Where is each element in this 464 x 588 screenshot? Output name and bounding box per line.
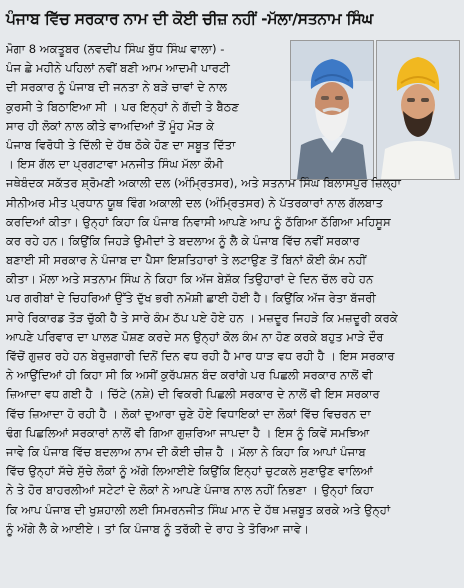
article-line: ਪਰ ਗਰੀਬਾਂ ਦੇ ਚਿਹਰਿਆਂ ਉੱਤੇ ਦੁੱਖ ਭਰੀ ਨਮੋਸ਼ੀ ਛਾਈ ਹੋਈ ਹੈ। ਕਿਉਂਕਿ ਅੱਜ ਰੇਤਾ ਬੱਜਰੀ bbox=[6, 291, 376, 306]
article-line: ਆਪਣੇ ਪਰਿਵਾਰ ਦਾ ਪਾਲਣ ਪੋਸ਼ਣ ਕਰਦੇ ਸਨ ਉਨ੍ਹਾਂ ਕੋਲ ਕੰਮ ਨਾ ਹੋਣ ਕਰਕੇ ਬਹੁਤ ਮਾੜੇ ਦੌਰ bbox=[6, 329, 384, 344]
article-line: ਢੰਗ ਪਿਛਲਿਆਂ ਸਰਕਾਰਾਂ ਨਾਲੋਂ ਵੀ ਗਿਆ ਗੁਜ਼ਰਿਆ ਜਾਪਦਾ ਹੈ । ਇਸ ਨੂੰ ਕਿਵੇਂ ਸਮਝਿਆ bbox=[6, 425, 370, 440]
article-line: ਬਣਾਈ ਸੀ ਸਰਕਾਰ ਨੇ ਪੰਜਾਬ ਦਾ ਪੈਸਾ ਇਸ਼ਤਿਹਾਰਾਂ ਤੇ ਲਟਾਉਣ ਤੋਂ ਬਿਨਾਂ ਕੋਈ ਕੰਮ ਨਹੀਂ bbox=[6, 253, 367, 268]
article-line: ਦੀ ਸਰਕਾਰ ਨੂੰ ਪੰਜਾਬ ਦੀ ਜਨਤਾ ਨੇ ਬੜੇ ਚਾਵਾਂ ਦੇ ਨਾਲ bbox=[6, 80, 227, 95]
article-line: ਨੂੰ ਅੱਗੇ ਲੈ ਕੇ ਆਈਏ। ਤਾਂ ਕਿ ਪੰਜਾਬ ਨੂੰ ਤਰੱਕੀ ਦੇ ਰਾਹ ਤੇ ਤੋਰਿਆ ਜਾਵੇ। bbox=[6, 521, 309, 536]
article-line: ਪੰਜਾਬ ਵਿਰੋਧੀ ਤੇ ਦਿੱਲੀ ਦੇ ਹੱਥ ਠੋਕੇ ਹੋਣ ਦਾ ਸਬੂਤ ਦਿੱਤਾ bbox=[6, 137, 236, 152]
article-line: ਜਥੇਬੰਦਕ ਸਕੱਤਰ ਸ਼੍ਰੋਮਣੀ ਅਕਾਲੀ ਦਲ (ਅੰਮ੍ਰਿਤਸਰ), ਅਤੇ ਸਤਨਾਮ ਸਿੰਘ ਬਿਲਾਸਪੁਰ ਜ਼ਿਲ੍ਹਾ bbox=[6, 176, 401, 191]
article-line: ਸੀਨੀਅਰ ਮੀਤ ਪ੍ਰਧਾਨ ਯੂਥ ਵਿੰਗ ਅਕਾਲੀ ਦਲ (ਅੰਮ੍ਰਿਤਸਰ) ਨੇ ਪੱਤਰਕਾਰਾਂ ਨਾਲ ਗੱਲਬਾਤ bbox=[6, 195, 383, 210]
article-line: ਜਾਵੇ ਕਿ ਪੰਜਾਬ ਵਿੱਚ ਬਦਲਾਅ ਨਾਮ ਦੀ ਕੋਈ ਚੀਜ਼ ਹੈ । ਮੱਲਾ ਨੇ ਕਿਹਾ ਕਿ ਆਪਾਂ ਪੰਜਾਬ bbox=[6, 444, 366, 459]
article-body bbox=[6, 40, 458, 558]
article-line: ਮੋਗਾ 8 ਅਕਤੂਬਰ (ਨਵਦੀਪ ਸਿੰਘ ਬੁੱਧ ਸਿੰਘ ਵਾਲਾ) - bbox=[6, 42, 225, 56]
article-line: ਨੇ ਤੇ ਹੋਰ ਬਾਹਰਲੀਆਂ ਸਟੇਟਾਂ ਦੇ ਲੋਕਾਂ ਨੇ ਆਪਣੇ ਪੰਜਾਬ ਨਾਲ ਨਹੀਂ ਨਿਭਣਾ । ਉਨ੍ਹਾਂ ਕਿਹਾ bbox=[6, 483, 374, 498]
article-line: ਵਿੱਚ ਉਨ੍ਹਾਂ ਸੱਚੇ ਸੁੱਚੇ ਲੋਕਾਂ ਨੂੰ ਅੱਗੇ ਲਿਆਈਏ ਕਿਉਂਕਿ ਇਨ੍ਹਾਂ ਚੁਟਕਲੇ ਸੁਣਾਉਣ ਵਾਲਿਆਂ bbox=[6, 464, 374, 479]
article-line: ਕੀਤਾ। ਮੱਲਾ ਅਤੇ ਸਤਨਾਮ ਸਿੰਘ ਨੇ ਕਿਹਾ ਕਿ ਅੱਜ ਬੇਸ਼ੱਕ ਤਿਉਹਾਰਾਂ ਦੇ ਦਿਨ ਚੱਲ ਰਹੇ ਹਨ bbox=[6, 272, 374, 287]
article-line: ਕੁਰਸੀ ਤੇ ਬਿਠਾਇਆ ਸੀ । ਪਰ ਇਨ੍ਹਾਂ ਨੇ ਗੱਦੀ ਤੇ ਬੈਠਣ bbox=[6, 99, 239, 114]
article-line: ਸਾਰੇ ਰਿਕਾਰਡ ਤੋੜ ਚੁੱਕੀ ਹੈ ਤੇ ਸਾਰੇ ਕੰਮ ਠੱਪ ਪਏ ਹੋਏ ਹਨ । ਮਜ਼ਦੂਰ ਜਿਹੜੇ ਕਿ ਮਜ਼ਦੂਰੀ ਕਰਕੇ bbox=[6, 310, 398, 325]
article-headline: ਪੰਜਾਬ ਵਿੱਚ ਸਰਕਾਰ ਨਾਮ ਦੀ ਕੋਈ ਚੀਜ਼ ਨਹੀਂ -ਮੱਲਾ/ਸਤਨਾਮ ਸਿੰਘ bbox=[6, 10, 373, 28]
article-line: ਕਰ ਰਹੇ ਹਨ। ਕਿਉਂਕਿ ਜਿਹੜੇ ਉਮੀਦਾਂ ਤੇ ਬਦਲਾਅ ਨੂੰ ਲੈ ਕੇ ਪੰਜਾਬ ਵਿੱਚ ਨਵੀਂ ਸਰਕਾਰ bbox=[6, 233, 360, 248]
article-line: ਪੰਜ ਛੇ ਮਹੀਨੇ ਪਹਿਲਾਂ ਨਵੀਂ ਬਣੀ ਆਮ ਆਦਮੀ ਪਾਰਟੀ bbox=[6, 61, 230, 76]
article-line: ਵਿੱਚੋਂ ਗੁਜ਼ਰ ਰਹੇ ਹਨ ਬੇਰੁਜ਼ਗਾਰੀ ਦਿਨੋਂ ਦਿਨ ਵਧ ਰਹੀ ਹੈ ਮਾਰ ਧਾੜ ਵਧ ਰਹੀ ਹੈ । ਇਸ ਸਰਕਾਰ bbox=[6, 349, 395, 363]
article-line: ਨੇ ਆਉਂਦਿਆਂ ਹੀ ਕਿਹਾ ਸੀ ਕਿ ਅਸੀਂ ਕੁਰੱਪਸ਼ਨ ਬੰਦ ਕਰਾਂਗੇ ਪਰ ਪਿਛਲੀ ਸਰਕਾਰ ਨਾਲੋਂ ਵੀ bbox=[6, 368, 373, 383]
article-line: ਕਰਦਿਆਂ ਕੀਤਾ। ਉਨ੍ਹਾਂ ਕਿਹਾ ਕਿ ਪੰਜਾਬ ਨਿਵਾਸੀ ਆਪਣੇ ਆਪ ਨੂੰ ਠੱਗਿਆ ਠੱਗਿਆ ਮਹਿਸੂਸ bbox=[6, 214, 391, 229]
article-line: । ਇਸ ਗੱਲ ਦਾ ਪ੍ਰਗਟਾਵਾ ਮਨਜੀਤ ਸਿੰਘ ਮੱਲਾ ਕੌਮੀ bbox=[6, 157, 224, 172]
article-line: ਵਿੱਚ ਜ਼ਿਆਦਾ ਹੋ ਰਹੀ ਹੈ । ਲੋਕਾਂ ਦੁਆਰਾ ਚੁਣੇ ਹੋਏ ਵਿਧਾਇਕਾਂ ਦਾ ਲੋਕਾਂ ਵਿੱਚ ਵਿਚਰਨ ਦਾ bbox=[6, 406, 371, 421]
article-line bbox=[6, 539, 458, 558]
article-line: ਸਾਰ ਹੀ ਲੋਕਾਂ ਨਾਲ ਕੀਤੇ ਵਾਅਦਿਆਂ ਤੋਂ ਮੂੰਹ ਮੋੜ ਕੇ bbox=[6, 118, 215, 133]
article-line: ਜ਼ਿਆਦਾ ਵਧ ਗਈ ਹੈ । ਚਿੱਟੇ (ਨਸ਼ੇ) ਦੀ ਵਿਕਰੀ ਪਿਛਲੀ ਸਰਕਾਰ ਦੇ ਨਾਲੋਂ ਵੀ ਇਸ ਸਰਕਾਰ bbox=[6, 387, 380, 402]
article-line: ਕਿ ਆਪ ਪੰਜਾਬ ਦੀ ਖੁਸ਼ਹਾਲੀ ਲਈ ਸਿਮਰਨਜੀਤ ਸਿੰਘ ਮਾਨ ਦੇ ਹੱਥ ਮਜ਼ਬੂਤ ਕਰਕੇ ਅਤੇ ਉਨ੍ਹਾਂ bbox=[6, 502, 391, 517]
